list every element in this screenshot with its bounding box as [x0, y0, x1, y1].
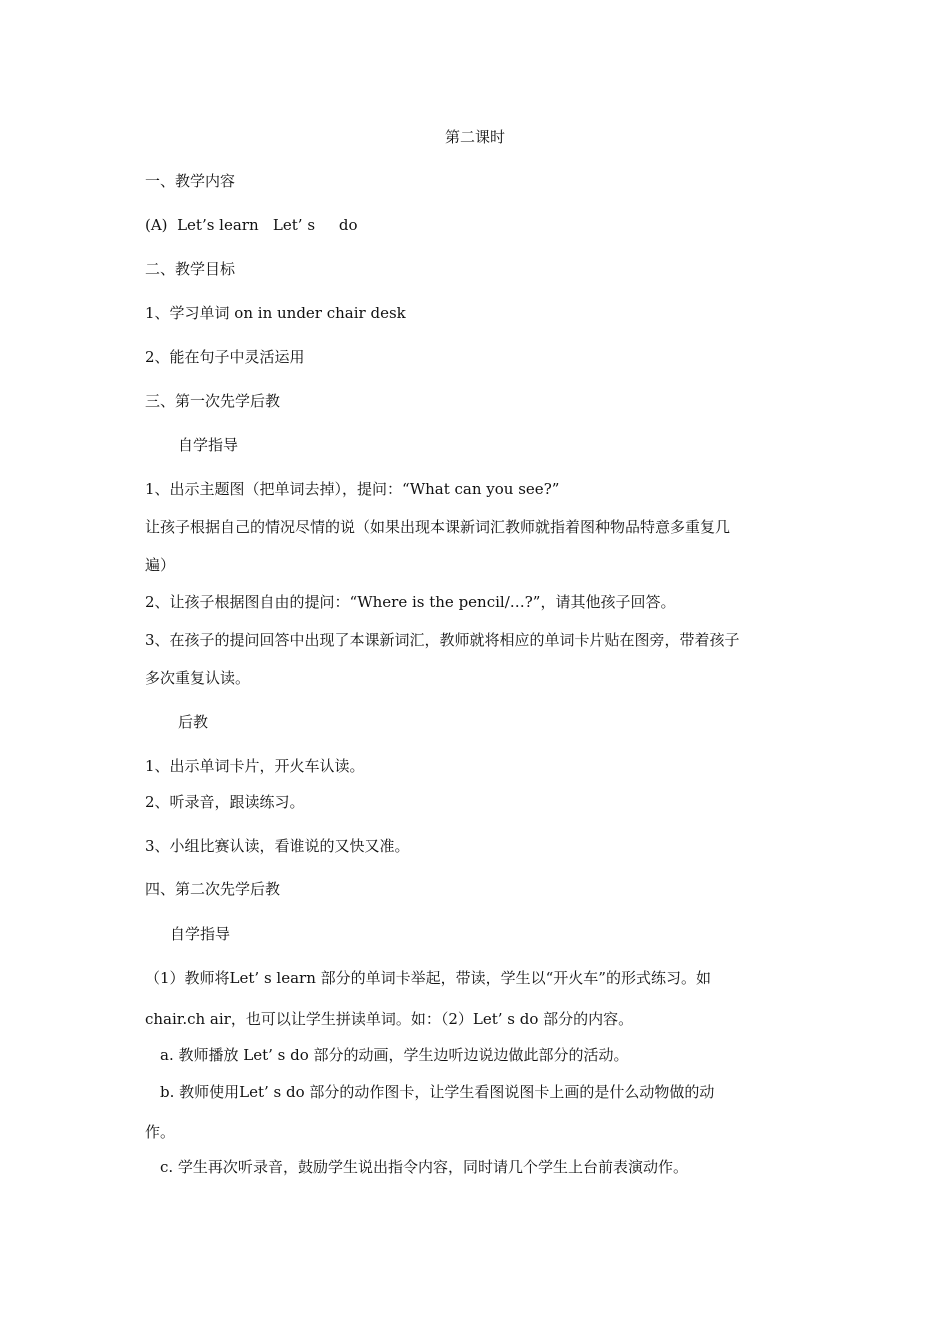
step-item: 2、让孩子根据图自由的提问：“Where is the pencil/…?”，请其他孩子回答。 — [145, 593, 676, 611]
step-item: 3、在孩子的提问回答中出现了本课新词汇，教师就将相应的单词卡片贴在图旁，带着孩子 — [145, 631, 740, 649]
section-heading-second-round: 四、第二次先学后教 — [145, 880, 281, 898]
step-item: （1）教师将Let’ s learn 部分的单词卡举起，带读，学生以“开火车”的形式练习。如 — [145, 969, 711, 987]
step-text: 让孩子根据自己的情况尽情的说（如果出现本课新词汇教师就指着图种物品特意多重复几 — [145, 518, 731, 536]
section-heading-first-round: 三、第一次先学后教 — [145, 392, 281, 410]
content-line: (A) Let’s learn Let’ s do — [145, 216, 358, 234]
section-heading-objectives: 二、教学目标 — [145, 260, 236, 278]
step-text: 遍） — [145, 556, 176, 574]
step-item: 1、出示主题图（把单词去掉），提问：“What can you see?” — [145, 480, 560, 498]
step-item: 1、出示单词卡片，开火车认读。 — [145, 757, 365, 775]
subheading-self-study: 自学指导 — [170, 925, 231, 943]
step-text: chair.ch air，也可以让学生拼读单词。如：（2）Let’ s do 部分的内容。 — [145, 1010, 634, 1028]
subheading-teach: 后教 — [178, 713, 209, 731]
objective-item: 2、能在句子中灵活运用 — [145, 348, 305, 366]
page-title: 第二课时 — [444, 128, 505, 146]
step-text: 多次重复认读。 — [145, 669, 251, 687]
step-item: 3、小组比赛认读，看谁说的又快又准。 — [145, 837, 410, 855]
sub-step-item: a. 教师播放 Let’ s do 部分的动画，学生边听边说边做此部分的活动。 — [160, 1046, 629, 1064]
step-item: 2、听录音，跟读练习。 — [145, 793, 305, 811]
sub-step-item: b. 教师使用Let’ s do 部分的动作图卡，让学生看图说图卡上画的是什么动物做的动 — [160, 1083, 715, 1101]
step-text: 作。 — [145, 1123, 176, 1141]
objective-item: 1、学习单词 on in under chair desk — [145, 304, 406, 322]
section-heading-content: 一、教学内容 — [145, 172, 236, 190]
sub-step-item: c. 学生再次听录音，鼓励学生说出指令内容，同时请几个学生上台前表演动作。 — [160, 1158, 688, 1176]
subheading-self-study: 自学指导 — [178, 436, 239, 454]
